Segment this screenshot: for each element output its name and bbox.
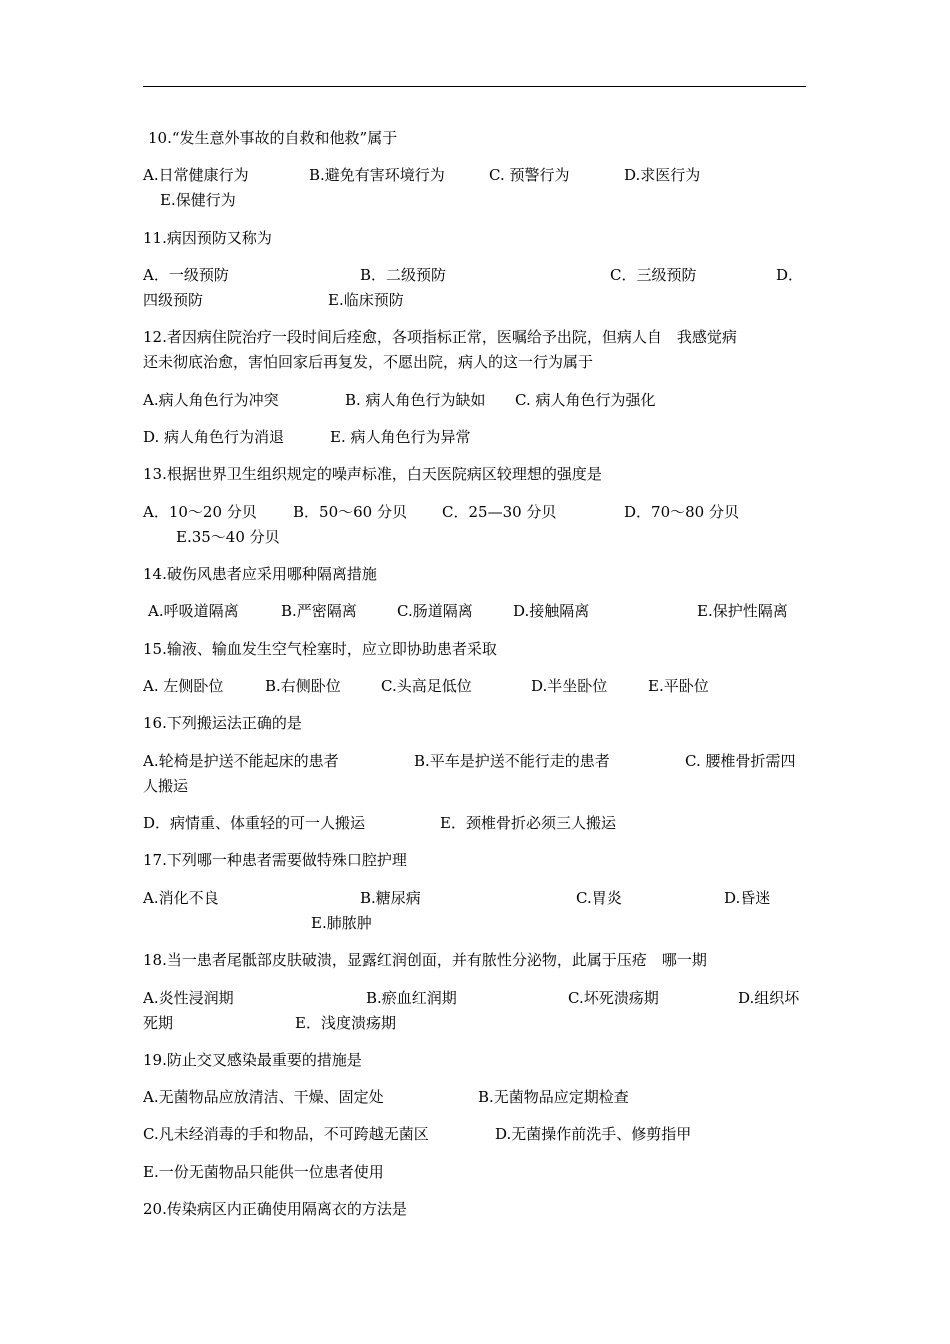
- question-16-option-a: A.轮椅是护送不能起床的患者: [143, 752, 339, 770]
- question-13-option-d: D．70～80 分贝: [624, 503, 739, 521]
- question-11-option-d: D．: [776, 266, 804, 284]
- question-19-option-e: E.一份无菌物品只能供一位患者使用: [143, 1163, 384, 1181]
- question-14-stem: 14.破伤风患者应采用哪种隔离措施: [143, 565, 377, 583]
- question-18-option-d-cont: 死期: [143, 1014, 174, 1032]
- question-11-option-a: A．一级预防: [143, 266, 229, 284]
- question-16-option-c: C. 腰椎骨折需四: [685, 752, 796, 770]
- question-17-stem: 17.下列哪一种患者需要做特殊口腔护理: [143, 851, 407, 869]
- question-13-option-a: A．10～20 分贝: [143, 503, 257, 521]
- question-15-option-e: E.平卧位: [648, 677, 709, 695]
- question-10-stem: 10.“发生意外事故的自救和他救”属于: [148, 129, 398, 147]
- question-13-option-b: B．50～60 分贝: [293, 503, 407, 521]
- question-19-option-a: A.无菌物品应放清洁、干燥、固定处: [143, 1088, 384, 1106]
- question-12-option-e: E. 病人角色行为异常: [330, 428, 471, 446]
- question-11-option-e: E.临床预防: [328, 291, 404, 309]
- question-16-option-d: D．病情重、体重轻的可一人搬运: [143, 814, 366, 832]
- question-16-stem: 16.下列搬运法正确的是: [143, 714, 302, 732]
- question-17-option-c: C.胃炎: [576, 889, 622, 907]
- question-16-option-b: B.平车是护送不能行走的患者: [414, 752, 610, 770]
- question-18-option-b: B.瘀血红润期: [366, 989, 457, 1007]
- question-16-option-e: E．颈椎骨折必须三人搬运: [440, 814, 616, 832]
- question-19-option-c: C.凡未经消毒的手和物品，不可跨越无菌区: [143, 1125, 429, 1143]
- question-10-option-a: A.日常健康行为: [143, 166, 249, 184]
- question-11-option-c: C．三级预防: [610, 266, 697, 284]
- question-18-option-d: D.组织坏: [738, 989, 800, 1007]
- question-13-option-c: C．25—30 分贝: [442, 503, 557, 521]
- question-11-stem: 11.病因预防又称为: [143, 229, 272, 247]
- question-13-stem: 13.根据世界卫生组织规定的噪声标准，白天医院病区较理想的强度是: [143, 465, 602, 483]
- question-16-option-c-cont: 人搬运: [143, 777, 189, 795]
- question-15-option-c: C.头高足低位: [381, 677, 472, 695]
- question-17-option-e: E.肺脓肿: [311, 914, 372, 932]
- question-17-option-a: A.消化不良: [143, 889, 219, 907]
- question-17-option-b: B.糖尿病: [360, 889, 421, 907]
- question-12-option-a: A.病人角色行为冲突: [143, 391, 279, 409]
- question-18-option-a: A.炎性浸润期: [143, 989, 234, 1007]
- question-15-option-d: D.半坐卧位: [531, 677, 608, 695]
- header-rule: [143, 86, 806, 87]
- question-18-option-e: E．浅度溃疡期: [295, 1014, 396, 1032]
- question-13-option-e: E.35～40 分贝: [176, 528, 280, 546]
- question-15-stem: 15.输液、输血发生空气栓塞时，应立即协助患者采取: [143, 640, 497, 658]
- question-17-option-d: D.昏迷: [724, 889, 771, 907]
- question-14-option-a: A.呼吸道隔离: [148, 602, 239, 620]
- question-19-stem: 19.防止交叉感染最重要的措施是: [143, 1051, 362, 1069]
- question-10-option-d: D.求医行为: [624, 166, 701, 184]
- question-12-option-d: D. 病人角色行为消退: [143, 428, 285, 446]
- question-11-option-d-cont: 四级预防: [143, 291, 204, 309]
- question-20-stem: 20.传染病区内正确使用隔离衣的方法是: [143, 1200, 407, 1218]
- question-12-stem-cont: 还未彻底治愈，害怕回家后再复发，不愿出院，病人的这一行为属于: [143, 353, 594, 371]
- question-19-option-b: B.无菌物品应定期检查: [478, 1088, 629, 1106]
- question-19-option-d: D.无菌操作前洗手、修剪指甲: [495, 1125, 692, 1143]
- question-12-stem: 12.者因病住院治疗一段时间后痊愈，各项指标正常，医嘱给予出院，但病人自 我感觉病: [143, 328, 737, 346]
- question-14-option-d: D.接触隔离: [513, 602, 590, 620]
- question-11-option-b: B．二级预防: [360, 266, 447, 284]
- question-15-option-b: B.右侧卧位: [265, 677, 341, 695]
- question-14-option-c: C.肠道隔离: [397, 602, 473, 620]
- question-14-option-b: B.严密隔离: [281, 602, 357, 620]
- question-10-option-c: C. 预警行为: [489, 166, 570, 184]
- question-10-option-e: E.保健行为: [160, 191, 236, 209]
- question-10-option-b: B.避免有害环境行为: [309, 166, 445, 184]
- question-12-option-b: B. 病人角色行为缺如: [345, 391, 486, 409]
- question-15-option-a: A. 左侧卧位: [143, 677, 224, 695]
- question-14-option-e: E.保护性隔离: [697, 602, 788, 620]
- question-12-option-c: C. 病人角色行为强化: [515, 391, 656, 409]
- question-18-option-c: C.坏死溃疡期: [568, 989, 659, 1007]
- question-18-stem: 18.当一患者尾骶部皮肤破溃，显露红润创面，并有脓性分泌物，此属于压疮 哪一期: [143, 951, 707, 969]
